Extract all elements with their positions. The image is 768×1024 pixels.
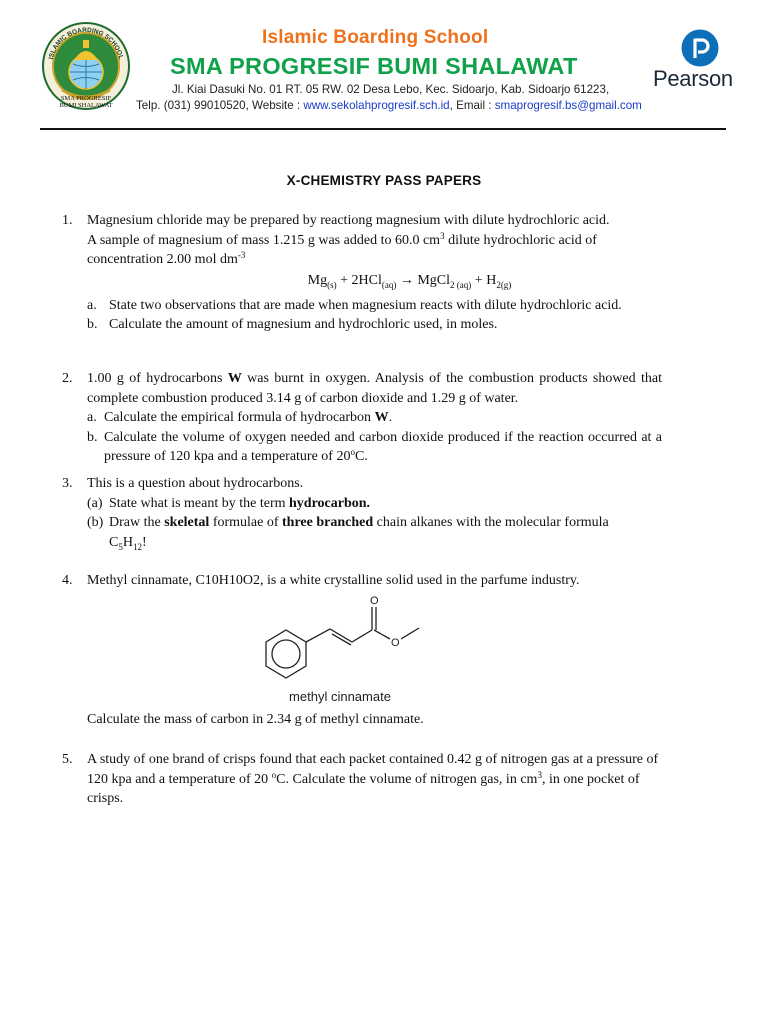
question-text <box>87 211 662 335</box>
q1-line-3: concentration 2.00 mol $dm^{-3}$ <box>87 250 246 267</box>
question-text: Methyl cinnamate, C10H10O2, is a white crystalline solid used in the parfume industry. <box>87 573 580 588</box>
seal-bottom-text-1: SMA PROGRESIF <box>60 95 112 102</box>
question-text <box>87 474 662 557</box>
q1-line-1: Magnesium chloride may be prepared by reactiong magnesium with dilute hydrochloric acid. <box>87 213 610 228</box>
carbonyl-oxygen-label: O <box>370 595 379 607</box>
school-contact <box>136 99 642 112</box>
q2-part-a: a. Calculate the empirical formula of hydrocarbon W. <box>87 410 393 425</box>
structure-caption: methyl cinnamate <box>289 689 391 704</box>
school-name: SMA PROGRESIF BUMI SHALAWAT <box>170 53 578 79</box>
q1-part-a: a. State two observations that are made when magnesium reacts with dilute hydrochloric acid. <box>87 297 622 313</box>
question-4 <box>62 571 662 591</box>
methyl-cinnamate-structure <box>262 592 452 702</box>
q2-part-b: b. Calculate the volume of oxygen needed and carbon dioxide produced if the reaction occurred at a pressure of 120 kpa and a temperature of 20$^o$C. <box>87 429 662 464</box>
pearson-logo-icon <box>681 29 719 67</box>
question-5 <box>62 750 662 809</box>
seal-bottom-text-2: BUMI SHALAWAT <box>59 102 113 109</box>
page-title: X-CHEMISTRY PASS PAPERS <box>286 173 482 188</box>
question-number: 5. <box>62 752 73 767</box>
q3-part-b: (b) Draw the skeletal formulae of three branched chain alkanes with the molecular formula $C_5H_{12}$! <box>87 515 609 552</box>
phone-text: Telp. (031) 99010520, Website : <box>136 99 304 112</box>
website-link[interactable]: www.sekolahprogresif.sch.id <box>303 99 450 112</box>
question-number: 2. <box>62 371 73 386</box>
header-divider <box>40 128 726 130</box>
q1-part-b: b. Calculate the amount of magnesium and hydrochloric used, in moles. <box>87 317 498 333</box>
q2-stem: 1.00 g of hydrocarbons W was burnt in oxygen. Analysis of the combustion products showed that complete combustion produced 3.14 g of carbon dioxide and 1.29 g of water. <box>87 371 662 406</box>
email-link[interactable]: smaprogresif.bs@gmail.com <box>494 99 642 112</box>
email-label: , Email : <box>449 99 495 112</box>
q3-part-a: (a) State what is meant by the term hydrocarbon. <box>87 495 371 511</box>
question-number: 1. <box>62 213 73 228</box>
question-4-calculation <box>87 710 667 730</box>
school-seal-logo <box>40 20 132 112</box>
q1-line-2: A sample of magnesium of mass 1.215 g was added to 60.0 $cm^3$ dilute hydrochloric acid of <box>87 230 597 248</box>
question-3 <box>62 474 662 557</box>
question-2 <box>62 369 662 467</box>
aromatic-circle <box>272 640 300 668</box>
school-address: Jl. Kiai Dasuki No. 01 RT. 05 RW. 02 Desa Lebo, Kec. Sidoarjo, Kab. Sidoarjo 61223, <box>172 83 610 96</box>
question-number: 4. <box>62 573 73 588</box>
question-text: A study of one brand of crisps found that each packet contained 0.42 g of nitrogen gas at a pressure of 120 kpa and a temperature of 20 $^o$C. Calculate the volume of nitrogen gas, in $cm^3$, in one pocket of crisps. <box>87 752 659 806</box>
chemical-equation: $Mg_{(s)} + 2HCl_{(aq)}$ → MgCl$_2$ $_{(aq)} + H_{2(g)}$ <box>307 272 512 290</box>
seal-top-text: ISLAMIC BOARDING SCHOOL <box>47 26 125 61</box>
ester-oxygen-label: O <box>391 637 400 649</box>
letterhead <box>0 0 768 135</box>
question-number: 3. <box>62 476 73 491</box>
question-1 <box>62 211 662 335</box>
q4-calc-text: Calculate the mass of carbon in 2.34 g of methyl cinnamate. <box>87 712 424 727</box>
question-text <box>87 369 662 467</box>
pearson-logo-text: Pearson <box>653 66 733 91</box>
school-type: Islamic Boarding School <box>262 27 489 48</box>
q3-stem: This is a question about hydrocarbons. <box>87 476 304 491</box>
